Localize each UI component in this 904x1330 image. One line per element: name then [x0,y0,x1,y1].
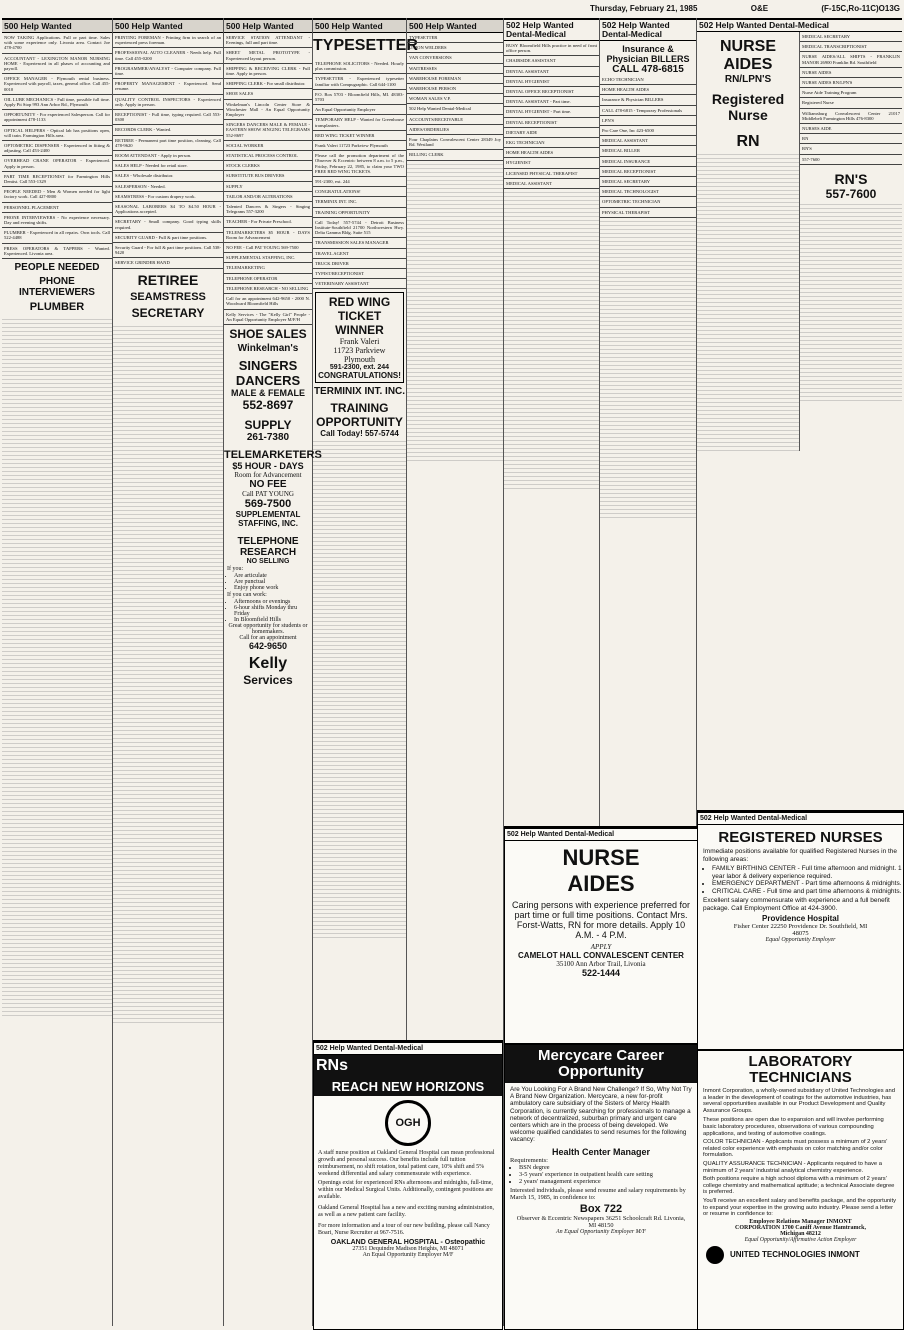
classified-ad: TRAVEL AGENT [313,249,406,259]
inmont-title: LABORATORY TECHNICIANS [748,1053,853,1086]
classified-ad: TELEPHONE RESEARCH - NO SELLING [224,284,312,294]
classified-text-filler [2,316,112,1016]
dental-header: 502 Help Wanted Dental-Medical [697,18,902,32]
classified-ad: SUPPLY [224,182,312,192]
inmont-logo: UNITED TECHNOLOGIES INMONT [730,1250,860,1260]
mercycare-role: Health Center Manager [551,1146,651,1157]
column-ads [407,33,503,161]
column-ads [313,59,406,289]
inmont-eoe: Equal Opportunity/Affirmative Action Employer [744,1236,857,1243]
column-6 [504,18,600,828]
classified-ad: SEAMSTRESS - For custom drapery work. [113,192,223,202]
plumber-heading: PLUMBER [29,301,85,314]
classified-ad: RECEPTIONIST - Full time, typing required. Call 553-0300 [113,110,223,125]
classified-ad: Registered Nurse [800,98,902,108]
list-item: • Afternoons or evenings [234,599,312,605]
mercycare-title: Mercycare Career Opportunity [505,1045,697,1083]
dental-header: 502 Help Wanted Dental-Medical [314,1041,502,1055]
column-8 [697,18,902,808]
classified-ad: An Equal Opportunity Employer [313,105,406,115]
classified-ad: PART TIME RECEPTIONIST for Farmington Hills Dentist. Call 553-1329 [2,172,112,187]
classified-ad: LPN'S [600,116,696,126]
column-ads [113,33,223,269]
list-item: • 6-hour shifts Monday thru Friday [234,605,312,617]
classified-ad: TEMPORARY HELP - Wanted for Greenhouse transplanters. [313,115,406,130]
nurse-aides-sub: RN/LPN'S [724,74,772,85]
classified-ad: SALESPERSON - Needed. [113,182,223,192]
classified-ad: Winkelman's Lincoln Center Store & Winchester Mall - An Equal Opportunity Employer [224,100,312,121]
classified-ad: NURSE AIDES RN/LPN'S [800,78,902,88]
inmont-logo-row [698,1243,903,1267]
classified-ad: Four Chaplains Convalescent Center 28349 Joy Rd. Westland [407,135,503,150]
classified-ad: CONGRATULATIONS! [313,187,406,197]
list-item: • In Bloomfield Hills [234,617,312,623]
classified-ad: SHOE SALES [224,89,312,99]
classified-ad: MEDICAL INSURANCE [600,157,696,167]
classified-ad: ACCOUNTANT - LEXINGTON MANOR NURSING HOME - Experienced in all phases of accounting and payroll. [2,54,112,75]
classified-ad: NURSE AIDES/ALL SHIFTS - FRANKLIN MANOR 26900 Franklin Rd. Southfield [800,52,902,67]
red-wing-addr1: 11723 Parkview [333,346,386,356]
classified-ad: TELEPHONE SOLICITORS - Needed. Hourly plus commission. [313,59,406,74]
list-item: • CRITICAL CARE - Full time and part time afternoons & midnights. [712,888,903,896]
inmont-ad [697,1050,904,1330]
list-item: • EMERGENCY DEPARTMENT - Part time afternoons & midnights. [712,880,903,888]
supply-heading: SUPPLY [244,417,292,432]
classified-ad: TAILOR AND/OR ALTERATIONS [224,192,312,202]
oakland-body2: Openings exist for experienced RNs afternoons and midnights, full-time, within our Medical Surgical Units. Additionally, contingent positions are available. [318,1180,493,1200]
list-item: • 2 years' management experience [519,1178,697,1185]
classified-text-filler [697,151,799,451]
mercycare-boxaddr: Observer & Eccentric Newspapers 36251 Schoolcraft Rd. Livonia, MI 48150 [516,1215,686,1230]
classified-ad: DIETARY AIDE [504,128,599,138]
classified-ad: MEDICAL SECRETARY [800,32,902,42]
classified-ad: 557-7600 [800,155,902,165]
red-wing-title: RED WING [328,295,391,310]
classified-ad: SERVICE STATION ATTENDANT - Evenings, full and part time. [224,33,312,48]
oakland-logo: OGH [385,1100,431,1146]
telemarketers-fee: NO FEE [249,478,287,490]
classified-ad: SOCIAL WORKER [224,141,312,151]
classified-ad: PROPERTY MANAGEMENT - Experienced. Send resume. [113,79,223,94]
classified-ad: Kelly Services - The "Kelly Girl" People - An Equal Opportunity Employer M/F/H [224,310,312,325]
singers-phone: 552-8697 [242,397,294,412]
providence-eoe: Equal Opportunity Employer [765,937,836,943]
list-item: • Enjoy phone work [234,585,312,591]
classified-text-filler [407,161,503,461]
classified-ad: ROOM ATTENDANT - Apply in person. [113,151,223,161]
oakland-banner-horizons: REACH NEW HORIZONS [314,1077,502,1096]
column-ads [2,33,112,259]
classified-ad: MEDICAL RECEPTIONIST [600,167,696,177]
classified-ad: MEDICAL BILLER [600,146,696,156]
oakland-addr: 27351 Dequindre Madison Heights, MI 48071 [352,1246,464,1252]
classified-ad: PERSONNEL PLACEMENT [2,203,112,213]
masthead-code: (F-15C,Ro-11C)O13G [821,4,900,13]
singers-heading: SINGERS [238,357,298,373]
rn-heading: RN [736,133,760,150]
mercycare-box: Box 722 [579,1203,623,1216]
classified-ad: RECORDS CLERK - Wanted. [113,125,223,135]
telephone-research-heading: TELEPHONE RESEARCH [237,535,299,558]
mercycare-reqs [505,1164,697,1185]
camelot-body: Caring persons with experience preferred for part time or full time positions. Contact Mrs. Forst-Watts, RN for more details. Apply 10 A.M. - 4 P.M. [511,900,691,940]
phone-interviewers-heading: PHONE INTERVIEWERS [19,276,95,299]
column-ads [504,41,599,189]
mercycare-req: Requirements: [510,1156,548,1164]
classified-ad: MEDICAL ASSISTANT [600,136,696,146]
inmont-qa: QUALITY ASSURANCE TECHNICIAN - Applicants required to have a minimum of 2 years' industrial analytical chemistry experience. [703,1160,882,1174]
classified-ad: PROGRAMMER/ANALYST - Computer company. Full time. [113,64,223,79]
classified-ad: SERVICE GRINDER HAND [113,258,223,268]
telemarketers-phone: 569-7500 [244,497,292,510]
classified-ad: Talented Dancers & Singers - Singing Telegrams 557-3200 [224,202,312,217]
billers-phone: CALL 478-6815 [612,64,684,75]
classified-ad: Insurance & Physician BILLERS [600,95,696,105]
inmont-body: Inmont Corporation, a wholly-owned subsidiary of United Technologies and a leader in the development of coatings for the automotive industries, has several opportunities available in our Product Development and Quality Assurance Groups. [703,1088,895,1114]
telemarketers-call: Call PAT YOUNG [242,489,294,498]
telephone-research-noselling: NO SELLING [246,557,290,565]
classified-ad: RED WING TICKET WINNER [313,131,406,141]
telephone-research-list [224,573,312,591]
masthead-paper: O&E [750,4,769,13]
oakland-general-ad [313,1040,503,1330]
red-wing-winner: WINNER [335,323,384,338]
column-ads [224,33,312,325]
providence-body: Immediate positions available for qualified Registered Nurses in the following areas: [703,848,898,863]
classified-ad: TERMINIX INT. INC. [313,197,406,207]
classified-text-filler [504,189,599,489]
column-ads [600,75,696,218]
classified-ad: CHAIRSIDE ASSISTANT [504,56,599,66]
seamstress-heading: SEAMSTRESS [130,290,206,303]
registered-nurse-heading: Registered Nurse [711,91,785,123]
typesetter-heading: TYPESETTER [313,37,418,54]
classified-ad: OVERHEAD CRANE OPERATOR - Experienced. Apply in person. [2,156,112,171]
classified-ad: TRAINING OPPORTUNITY [313,208,406,218]
kelly-logo: Kelly [248,654,288,672]
classified-ad: WAREHOUSE FOREMAN [407,74,503,84]
list-item: • Are articulate [234,573,312,579]
classified-text-filler [313,438,406,938]
classified-ad: SUPPLEMENTAL STAFFING, INC. [224,253,312,263]
dental-header: 502 Help Wanted Dental-Medical [504,18,599,41]
classified-ad: TRUCK DRIVER [313,259,406,269]
classified-ad: RETIREE - Permanent part time position, cleaning. Call 478-9620 [113,136,223,151]
classified-ad: HOME HEALTH AIDES [600,85,696,95]
classified-ad: CALL 478-6815 - Temporary Professionals [600,106,696,116]
classified-ad: VAN CONVERSIONS [407,53,503,63]
classified-ad: RN'S [800,144,902,154]
classified-ad: 591-2300, ext. 244 [313,177,406,187]
classified-ad: STATISTICAL PROCESS CONTROL [224,151,312,161]
inmont-rec: You'll receive an excellent salary and benefits package, and the opportunity to expand your expertise in the growing auto industry. Please send a letter or resume in confidence to: [703,1197,896,1218]
classified-text-filler [600,218,696,518]
red-wing-phone: 591-2300, ext. 244 [329,364,390,372]
classified-ad: DENTAL ASSISTANT [504,67,599,77]
telemarketers-company: SUPPLEMENTAL STAFFING, INC. [235,509,301,528]
mercycare-send: Interested individuals, please send resume and salary requirements by March 15, 1985, in confidence to: [510,1186,686,1201]
section-header: 500 Help Wanted [2,18,112,33]
shoe-sales-heading: SHOE SALES [229,326,307,341]
telemarketers-pay: $5 HOUR - DAYS [232,460,304,471]
classified-ad: WOMAN SALES V.P. [407,94,503,104]
inmont-body2: These positions are open due to expansion and will involve performing basic laboratory procedures, observations of various compounding applications, and testing of automotive coatings. [703,1117,884,1137]
list-item: • BSN degree [519,1164,697,1171]
united-technologies-icon [706,1246,724,1264]
classified-text-filler [113,323,223,1023]
classified-ad: DENTAL OFFICE RECEPTIONIST [504,87,599,97]
mercycare-ad [504,1044,698,1330]
classified-ad: EKG TECHNICIAN [504,138,599,148]
nurse-aides-heading: NURSE AIDES [719,38,776,73]
providence-ad [697,810,904,1050]
billers-heading: Insurance & Physician BILLERS [606,44,690,64]
providence-org: Providence Hospital [762,914,839,923]
classified-ad: MEDICAL TECHNOLOGIST [600,187,696,197]
supply-phone: 261-7380 [246,431,290,443]
classified-ad: VETERINARY ASSISTANT [313,279,406,289]
classified-ad: NURSES AIDE [800,124,902,134]
classified-ad: AIDES/ORDERLIES [407,125,503,135]
classified-ad: MEDICAL ASSISTANT [504,179,599,189]
mercycare-body: Are You Looking For A Brand New Challenge? If So, Why Not Try A Brand New Organization. Mercycare, a new for-profit ambulatory care subsidiary of the Sisters of Mercy Health Corporation, is currently searching for professionals to manage a network of decentralized, suburban primary and urgent care centers which are in the process of being developed. We welcome qualified candidates to send resumes for the following vacancy: [510,1086,692,1144]
camelot-org: CAMELOT HALL CONVALESCENT CENTER [518,951,684,960]
oakland-body3: Oakland General Hospital has a new and exciting nursing administration, as well as a new patient care facility. [318,1205,494,1218]
dancers-heading: DANCERS [235,372,301,388]
classified-ad: PRINTING FOREMAN - Printing firm in search of an experienced press foreman. [113,33,223,48]
classified-ad: WAREHOUSE PERSON [407,84,503,94]
classified-text-filler [800,201,902,401]
classified-ad: MEDICAL TRANSCRIPTIONIST [800,42,902,52]
inmont-contact: Employee Relations Manager INMONT CORPORATION 1700 Caniff Avenue Hamtramck, Michigan 48212 [735,1218,866,1237]
list-item: • Are punctual [234,579,312,585]
dental-header: 502 Help Wanted Dental-Medical [600,18,696,41]
classified-ad: NURSE AIDES [800,68,902,78]
classified-ad: UNION WELDERS [407,43,503,53]
inmont-both: Both positions require a high school diploma with a minimum of 2 years' college chemistry and mathematical aptitude; a technical Associate degree is preferred. [703,1176,895,1196]
rns-phone: 557-7600 [825,186,877,201]
classified-ad: RN [800,134,902,144]
masthead-date: Thursday, February 21, 1985 [590,4,698,13]
red-wing-box [315,292,404,383]
classified-ad: DENTAL ASSISTANT - Part time. [504,97,599,107]
column-2 [113,18,224,1326]
providence-title: REGISTERED NURSES [718,829,883,846]
classified-ad: Frank Valeri 11723 Parkview Plymouth [313,141,406,151]
classified-ad: PHONE INTERVIEWERS - No experience necessary. Day and evening shifts. [2,213,112,228]
section-header: 500 Help Wanted [407,18,503,33]
column-3 [224,18,322,1326]
kelly-call: Call for an appointment [239,634,297,641]
classified-ad: OPTOMETRIC DISPENSER - Experienced in fitting & adjusting. Call 453-2400 [2,141,112,156]
classified-ad: P.O. Box 5703 - Bloomfield Hills, MI. 48303-5703 [313,90,406,105]
classified-ad: LICENSED PHYSICAL THERAPIST [504,169,599,179]
training-call: Call Today! 557-5744 [320,429,399,439]
classified-ad: PHYSICAL THERAPIST [600,208,696,218]
classified-ad: NOW TAKING Applications. Full or part time. Sales with some experience only. Livonia area. Contact Joe 478-4700 [2,33,112,54]
classified-ad: Please call the promotion department of the Observer & Eccentric between 8 a.m. to 5 p.m., Friday, February 22, 1985, to claim your TWO FREE RED WING TICKETS. [313,151,406,177]
kelly-phone: 642-9650 [248,640,288,651]
classified-ad: WAITRESSES [407,64,503,74]
classified-ad: SUBSTITUTE BUS DRIVERS [224,171,312,181]
classified-ad: HYGIENIST [504,158,599,168]
providence-addr: Fisher Center 22250 Providence Dr. Southfield, MI 48075 [733,923,868,937]
classified-ad: BILLING CLERK [407,150,503,160]
classified-ad: QUALITY CONTROL INSPECTORS - Experienced only. Apply in person. [113,95,223,110]
classified-ad: SHIPPING CLERK - For small distributor. [224,79,312,89]
classified-ad: Security Guard - For full & part time positions. Call 538-9420 [113,243,223,258]
camelot-phone: 522-1444 [581,968,621,978]
classified-ad: PEOPLE NEEDED - Men & Women needed for light factory work. Call 427-8800 [2,187,112,202]
oakland-banner-rns: RNs [314,1055,502,1077]
classified-ad: 502 Help Wanted Dental-Medical [407,104,503,114]
section-header: 500 Help Wanted [113,18,223,33]
classified-ad: TELEMARKETING [224,263,312,273]
camelot-aides: AIDES [567,871,635,896]
classified-ad: SEASONAL LABORERS $4 TO $4.50 HOUR - Applications accepted. [113,202,223,217]
section-header: 500 Help Wanted [224,18,312,33]
dental-header: 502 Help Wanted Dental-Medical [698,811,903,825]
column-8-split [697,32,902,451]
providence-areas [698,865,903,895]
list-item: • 3-5 years' experience in outpatient health care setting [519,1171,697,1178]
kelly-services: Services [243,672,293,687]
mercycare-eoe: An Equal Opportunity Employer M/F [556,1229,646,1236]
classified-ad: SINGERS DANCERS MALE & FEMALE - EASTERN SHOW SINGING TELEGRAMS 552-8697 [224,120,312,141]
people-needed-heading: PEOPLE NEEDED [14,262,100,274]
classified-ad: MEDICAL SECRETARY [600,177,696,187]
camelot-ad [504,826,698,1044]
classified-ad: OIL LUBE MECHANICS - Full time, possible full time. Apply Pit Stop 993 Ann Arbor Rd., Plymouth [2,95,112,110]
camelot-nurse: NURSE [562,845,640,870]
classified-ad: TELEPHONE OPERATOR [224,274,312,284]
classified-ad: SECURITY GUARD - Full & part time positions. [113,233,223,243]
classified-ad: OPTICAL HELPERS - Optical lab has positions open, will train. Farmington Hills area. [2,126,112,141]
telephone-research-if2: If you can work: [227,591,267,598]
classified-ad: OFFICE MANAGER - Plymouth rental business. Experienced with payroll, taxes, general office. Call 455-0010 [2,74,112,95]
list-item: • FAMILY BIRTHING CENTER - Full time afternoon and midnight. 1 year labor & delivery experience required. [712,865,903,880]
retiree-heading: RETIREE [137,271,199,288]
telephone-research-great: Great opportunity for students or homemakers. [228,622,308,635]
column-7 [600,18,697,828]
red-wing-congratulations: CONGRATULATIONS! [318,371,401,381]
classified-ad: SHIPPING & RECEIVING CLERK - Full time. Apply in person. [224,64,312,79]
oakland-body: A staff nurse position at Oakland General Hospital can mean professional growth and personal success. Our benefits include full tuition reimbursement, no shift rotation, total patient care, 10% shift and 5% weekend differential and salary commensurate with experience. [318,1150,495,1177]
rns-heading: RN'S [834,170,868,187]
classified-ad: OPTOMETRIC TECHNICIAN [600,197,696,207]
classified-ad: STOCK CLERKS [224,161,312,171]
classified-ad: PLUMBER - Experienced in all repairs. Own tools. Call 522-4488 [2,228,112,243]
dental-header: 502 Help Wanted Dental-Medical [505,827,697,841]
classified-ad: HOME HEALTH AIDES [504,148,599,158]
classified-ad: TYPESETTER [407,33,503,43]
classified-ad: Nurse Aide Training Program [800,88,902,98]
classified-ad: DENTAL HYGIENIST [504,77,599,87]
classified-ad: OPPORTUNITY - For experienced Salesperson. Call for appointment 478-1133 [2,110,112,125]
terminix-heading: TERMINIX INT. INC. [313,386,406,398]
classified-ad: PRESS OPERATORS & TAPPERS - Wanted. Experienced. Livonia area. [2,244,112,259]
classified-ad: ACCOUNTS/RECEIVABLE [407,115,503,125]
telemarketers-advancement: Room for Advancement [234,470,302,479]
winkelman-heading: Winkelman's [237,342,299,354]
classified-ad: SALES - Wholesale distributor. [113,171,223,181]
oakland-org: OAKLAND GENERAL HOSPITAL - Osteopathic [330,1239,486,1246]
classified-ad: TYPIST/RECEPTIONIST [313,269,406,279]
classified-ad: SHEET METAL PROTOTYPE - Experienced layout person. [224,48,312,63]
classified-ad: Call for an appointment 642-9650 - 2000 N. Woodward Bloomfield Hills [224,294,312,309]
camelot-addr: 35100 Ann Arbor Trail, Livonia [556,960,646,968]
classified-ad: TEACHER - For Private Preschool. [224,217,312,227]
classified-ad: Pro Care One, Inc 423-6500 [600,126,696,136]
classified-ad: NO FEE - Call PAT YOUNG 569-7500 [224,243,312,253]
column-1 [2,18,113,1326]
inmont-color: COLOR TECHNICIAN - Applicants must possess a minimum of 2 years' related color experience with emphasis on color matching and/or color formulation. [703,1139,888,1159]
training-heading: TRAINING OPPORTUNITY [316,401,403,430]
telemarketers-heading: TELEMARKETERS [224,448,322,461]
red-wing-ticket: TICKET [337,309,382,324]
classified-ad: Williamsburg Convalescent Center 21017 Middlebelt Farmington Hills 476-8300 [800,109,902,124]
classified-ad: PROFESSIONAL AUTO CLEANER - Needs help. Full time. Call 455-0200 [113,48,223,63]
classified-ad: TELEMARKETERS $5 HOUR - DAYS Room for Advancement [224,228,312,243]
male-female-heading: MALE & FEMALE [231,387,305,398]
classified-ad: BUSY Bloomfield Hills practice in need of front office person. [504,41,599,56]
classified-ad: DENTAL RECEPTIONIST [504,118,599,128]
telephone-research-list2 [224,599,312,623]
classified-ad: DENTAL HYGIENIST - Part time. [504,107,599,117]
classified-ad: SALES HELP - Needed for retail store. [113,161,223,171]
oakland-eoe: An Equal Opportunity Employer M/F [362,1252,454,1258]
masthead [590,4,900,16]
telephone-research-if: If you: [227,565,244,572]
section-header: 500 Help Wanted [313,18,406,33]
secretary-heading: SECRETARY [131,305,205,320]
providence-salary: Excellent salary commensurate with experience and a full benefit package. Call Employment Office at 424-3900. [703,897,890,912]
classified-ad: TRANSMISSION SALES MANAGER [313,238,406,248]
red-wing-addr2: Plymouth [343,355,376,365]
oakland-body4: For more information and a tour of our new building, please call Nancy Boari, Nurse Recruiter at 967-7516. [318,1223,490,1236]
column-ads [800,32,902,165]
camelot-apply: APPLY [590,943,612,951]
classified-ad: TYPESETTER - Experienced typesetter familiar with Compugraphic. Call 644-1100 [313,74,406,89]
classified-ad: SECRETARY - Small company. Good typing skills required. [113,217,223,232]
classified-ad: Call Today! 557-5744 - Detroit Business Institute-Southfield 21700 Northwestern Hwy. Delta Gamma Bldg. Suite 515 [313,218,406,239]
classified-ad: ECHO TECHNICIAN [600,75,696,85]
red-wing-name: Frank Valeri [339,337,380,347]
